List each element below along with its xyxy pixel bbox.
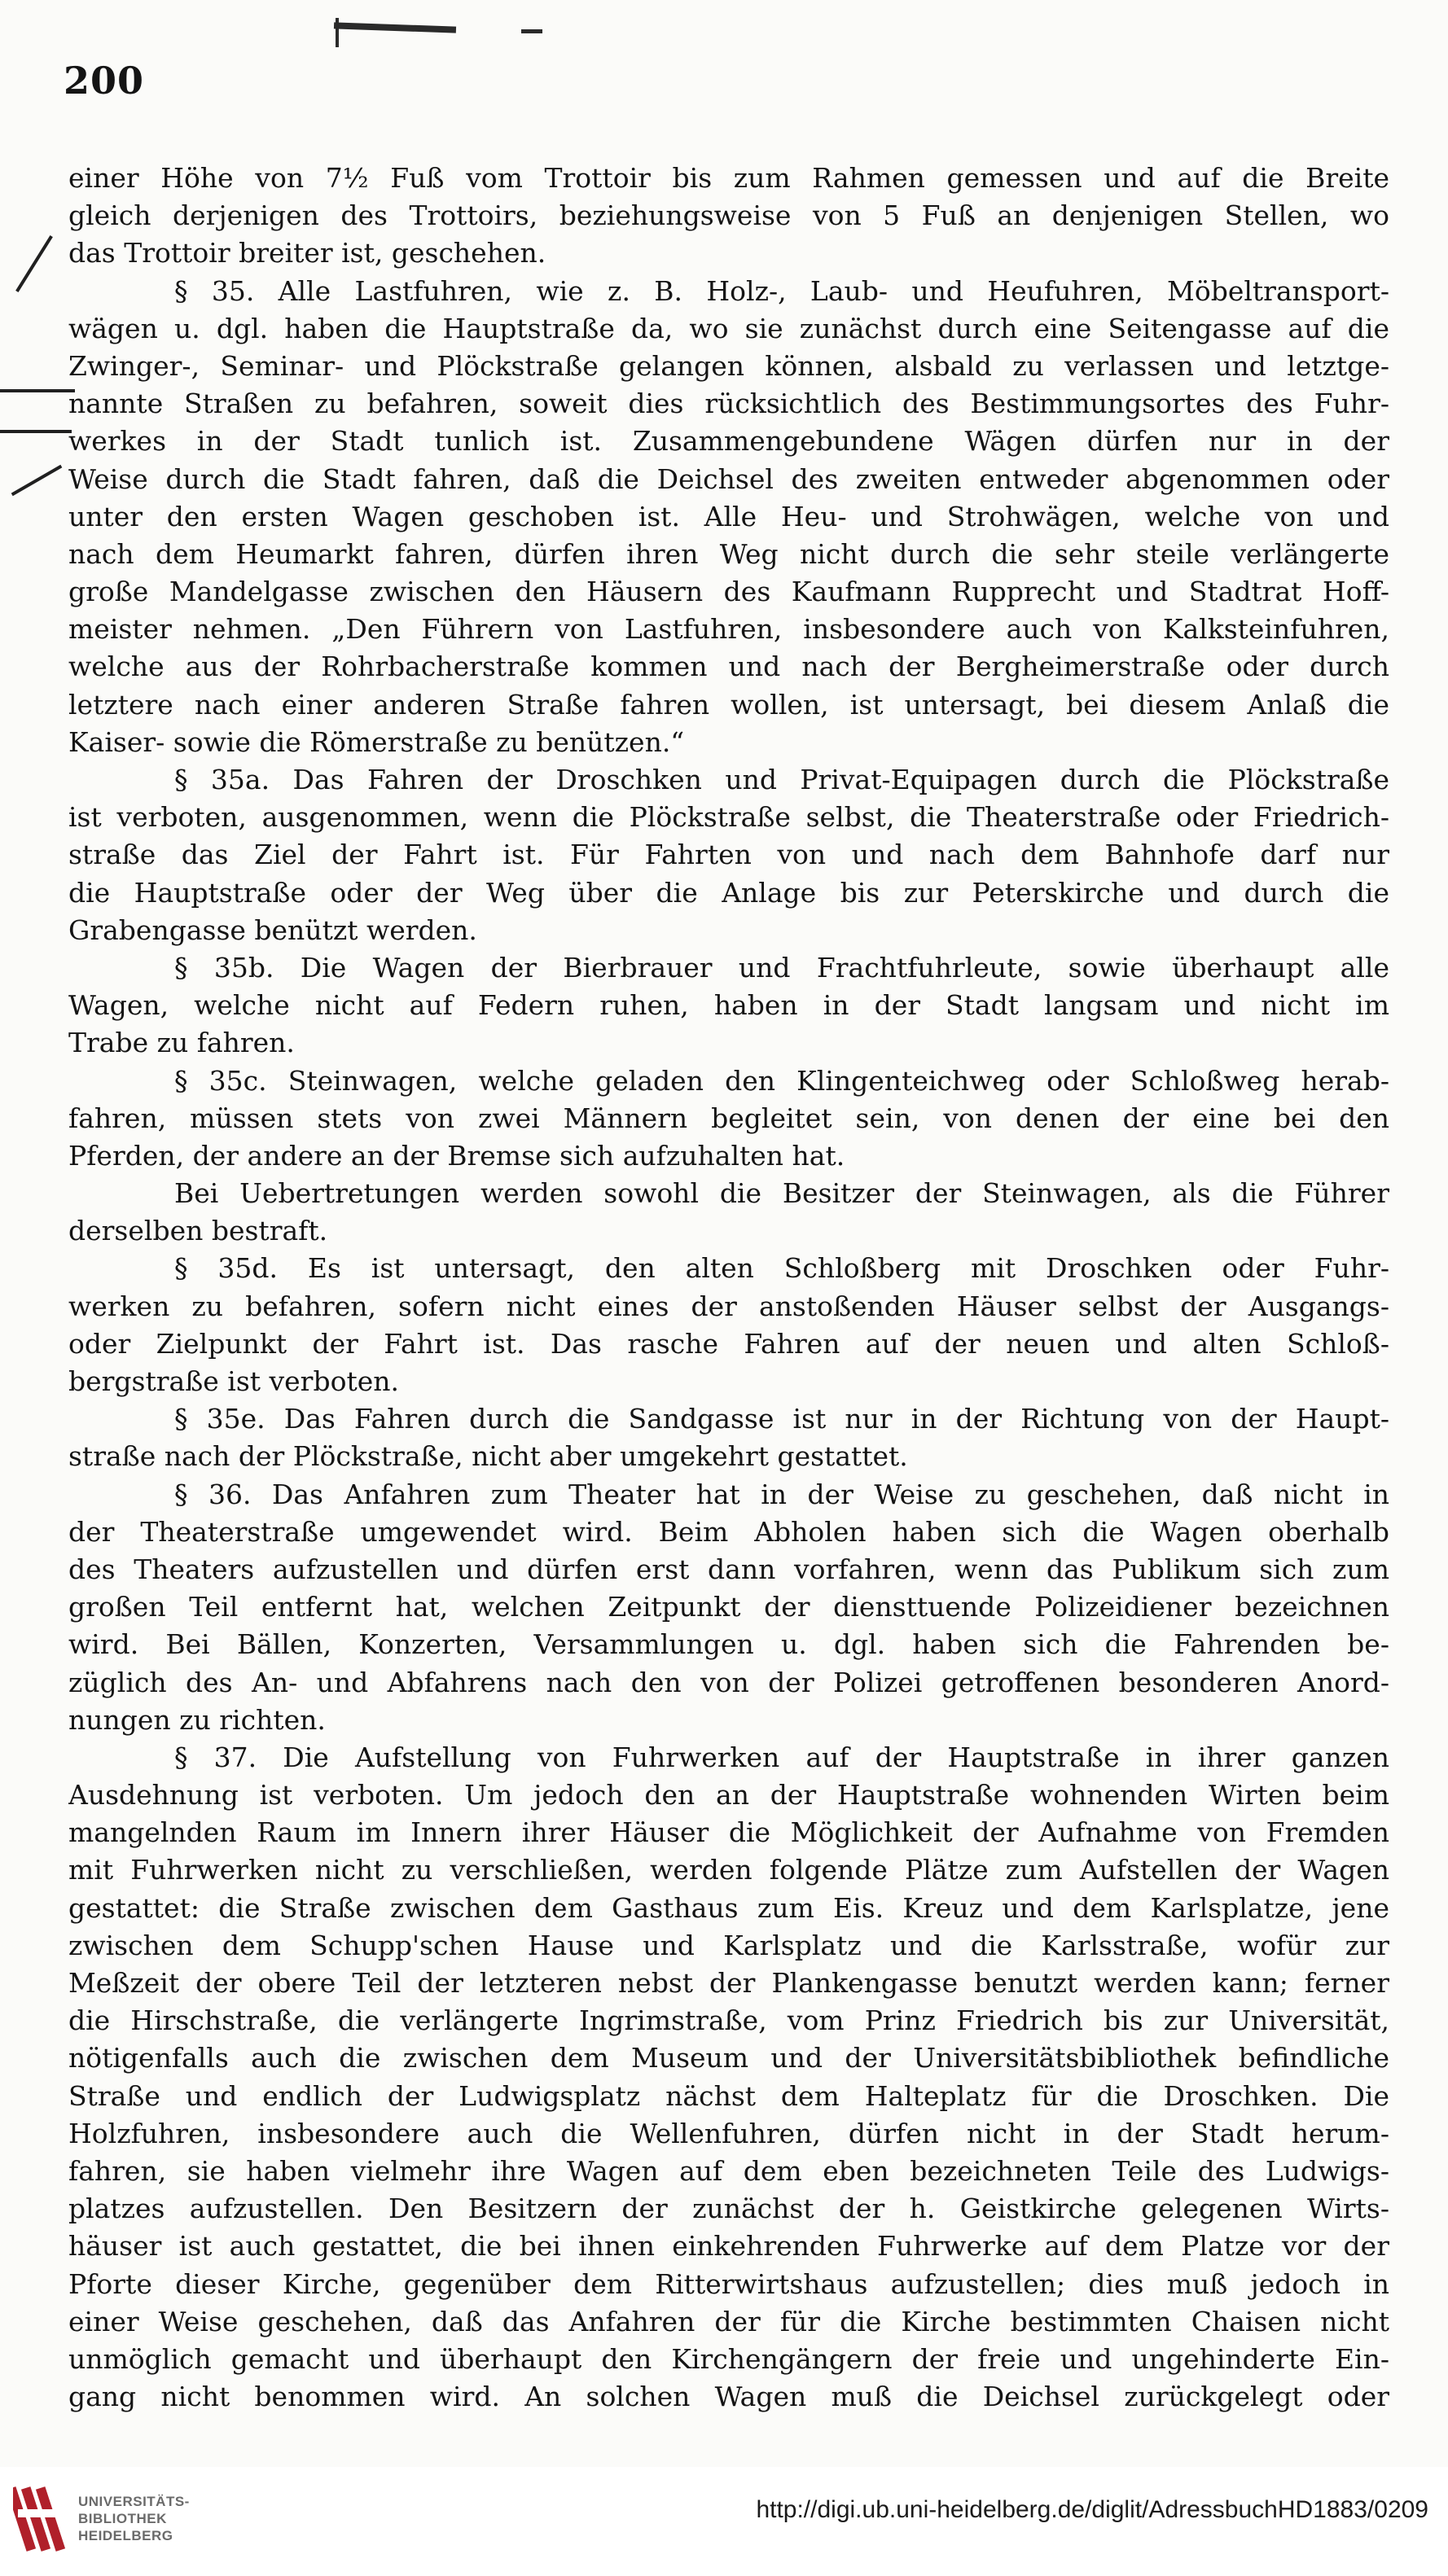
footer-bar <box>0 2467 1448 2576</box>
text-line: Meßzeit der obere Teil der letzteren nebst der Plankengasse benutzt werden kann; ferner <box>68 1967 1389 1999</box>
ink-mark <box>334 22 456 33</box>
page-number: 200 <box>64 59 145 103</box>
text-line: platzes aufzustellen. Den Besitzern der zunächst der h. Geistkirche gelegenen Wirts- <box>68 2193 1389 2225</box>
text-line: Bei Uebertretungen werden sowohl die Besitzer der Steinwagen, als die Führer <box>174 1177 1389 1210</box>
text-line: ist verboten, ausgenommen, wenn die Plöckstraße selbst, die Theaterstraße oder Friedrich- <box>68 801 1389 834</box>
text-line: das Trottoir breiter ist, geschehen. <box>68 237 546 269</box>
margin-annotation-stroke <box>15 235 53 292</box>
margin-annotation-stroke <box>0 389 75 392</box>
text-line: gang nicht benommen wird. An solchen Wagen muß die Deichsel zurückgelegt oder <box>68 2381 1389 2413</box>
text-line: fahren, müssen stets von zwei Männern begleitet sein, von denen der eine bei den <box>68 1102 1389 1134</box>
text-line: unter den ersten Wagen geschoben ist. Alle Heu- und Strohwägen, welche von und <box>68 500 1389 532</box>
text-line: welche aus der Rohrbacherstraße kommen und nach der Bergheimerstraße oder durch <box>68 651 1389 683</box>
text-line: nungen zu richten. <box>68 1703 326 1736</box>
text-line: § 35d. Es ist untersagt, den alten Schloßberg mit Droschken oder Fuhr- <box>174 1252 1389 1285</box>
text-line: unmöglich gemacht und überhaupt den Kirchengängern der freie und ungehinderte Ein- <box>68 2342 1389 2375</box>
text-line: oder Zielpunkt der Fahrt ist. Das rasche Fahren auf der neuen und alten Schloß- <box>68 1327 1389 1360</box>
text-line: gestattet: die Straße zwischen dem Gasthaus zum Eis. Kreuz und dem Karlsplatze, jene <box>68 1891 1389 1924</box>
source-url-link[interactable]: http://digi.ub.uni-heidelberg.de/diglit/AdressbuchHD1883/0209 <box>756 2496 1428 2523</box>
text-line: § 35e. Das Fahren durch die Sandgasse ist nur in der Richtung von der Haupt- <box>174 1403 1389 1435</box>
text-line: nötigenfalls auch die zwischen dem Museum und der Universitätsbibliothek befindliche <box>68 2042 1389 2074</box>
text-line: nannte Straßen zu befahren, soweit dies rücksichtlich des Bestimmungsortes des Fuhr- <box>68 388 1389 420</box>
text-line: große Mandelgasse zwischen den Häusern des Kaufmann Rupprecht und Stadtrat Hoff- <box>68 576 1389 608</box>
text-line: werken zu befahren, sofern nicht eines der anstoßenden Häuser selbst der Ausgangs- <box>68 1290 1389 1322</box>
text-line: Kaiser- sowie die Römerstraße zu benützen.“ <box>68 725 685 758</box>
text-line: Wagen, welche nicht auf Federn ruhen, haben in der Stadt langsam und nicht im <box>68 989 1389 1022</box>
text-line: des Theaters aufzustellen und dürfen erst dann vorfahren, wenn das Publikum sich zum <box>68 1553 1389 1585</box>
library-name <box>78 2493 190 2544</box>
text-line: wird. Bei Bällen, Konzerten, Versammlungen u. dgl. haben sich die Fahrenden be- <box>68 1628 1389 1661</box>
text-line: Holzfuhren, insbesondere auch die Wellenfuhren, dürfen nicht in der Stadt herum- <box>68 2117 1389 2149</box>
text-line: § 35. Alle Lastfuhren, wie z. B. Holz-, Laub- und Heufuhren, Möbeltransport- <box>174 274 1389 307</box>
text-line: werkes in der Stadt tunlich ist. Zusammengebundene Wägen dürfen nur in der <box>68 425 1389 458</box>
margin-annotation-stroke <box>11 465 63 496</box>
text-line: § 36. Das Anfahren zum Theater hat in der Weise zu geschehen, daß nicht in <box>174 1478 1389 1510</box>
library-name-line: BIBLIOTHEK <box>78 2511 167 2526</box>
text-line: Grabengasse benützt werden. <box>68 913 477 946</box>
text-line: § 35b. Die Wagen der Bierbrauer und Frachtfuhrleute, sowie überhaupt alle <box>174 951 1389 984</box>
text-line: gleich derjenigen des Trottoirs, beziehungsweise von 5 Fuß an denjenigen Stellen, wo <box>68 199 1389 232</box>
text-line: einer Höhe von 7½ Fuß vom Trottoir bis zum Rahmen gemessen und auf die Breite <box>68 162 1389 194</box>
text-line: mit Fuhrwerken nicht zu verschließen, werden folgende Plätze zum Aufstellen der Wagen <box>68 1854 1389 1886</box>
text-line: zwischen dem Schupp'schen Hause und Karlsplatz und die Karlsstraße, wofür zur <box>68 1929 1389 1961</box>
text-line: die Hauptstraße oder der Weg über die Anlage bis zur Peterskirche und durch die <box>68 876 1389 909</box>
text-line: letztere nach einer anderen Straße fahren wollen, ist untersagt, bei diesem Anlaß die <box>68 688 1389 721</box>
text-line: § 37. Die Aufstellung von Fuhrwerken auf der Hauptstraße in ihrer ganzen <box>174 1741 1389 1773</box>
text-line: meister nehmen. „Den Führern von Lastfuhren, insbesondere auch von Kalksteinfuhren, <box>68 613 1389 646</box>
text-line: Ausdehnung ist verboten. Um jedoch den an der Hauptstraße wohnenden Wirten beim <box>68 1779 1389 1812</box>
text-line: bergstraße ist verboten. <box>68 1365 399 1397</box>
text-line: der Theaterstraße umgewendet wird. Beim Abholen haben sich die Wagen oberhalb <box>68 1515 1389 1548</box>
text-line: straße nach der Plöckstraße, nicht aber umgekehrt gestattet. <box>68 1440 908 1473</box>
text-line: derselben bestraft. <box>68 1215 328 1247</box>
ink-mark <box>521 29 542 33</box>
body-text <box>68 160 1389 2416</box>
margin-annotation-stroke <box>0 430 72 433</box>
text-line: § 35a. Das Fahren der Droschken und Privat-Equipagen durch die Plöckstraße <box>174 764 1389 795</box>
text-line: Trabe zu fahren. <box>68 1027 295 1059</box>
text-line: häuser ist auch gestattet, die bei ihnen einkehrenden Fuhrwerke auf dem Platze vor der <box>68 2230 1389 2263</box>
text-line: Pforte dieser Kirche, gegenüber dem Ritterwirtshaus aufzustellen; dies muß jedoch in <box>68 2267 1389 2300</box>
text-line: die Hirschstraße, die verlängerte Ingrimstraße, vom Prinz Friedrich bis zur Universität, <box>68 2004 1389 2037</box>
text-line: nach dem Heumarkt fahren, dürfen ihren Weg nicht durch die sehr steile verlängerte <box>68 537 1389 570</box>
text-line: züglich des An- und Abfahrens nach den von der Polizei getroffenen besonderen Anord- <box>68 1666 1389 1698</box>
text-line: Zwinger-, Seminar- und Plöckstraße gelangen können, alsbald zu verlassen und letztge- <box>68 349 1389 382</box>
text-line: fahren, sie haben vielmehr ihre Wagen auf dem eben bezeichneten Teile des Ludwigs- <box>68 2154 1389 2187</box>
text-line: straße das Ziel der Fahrt ist. Für Fahrten von und nach dem Bahnhofe darf nur <box>68 839 1389 871</box>
library-name-line: HEIDELBERG <box>78 2528 173 2543</box>
text-line: mangelnden Raum im Innern ihrer Häuser die Möglichkeit der Aufnahme von Fremden <box>68 1816 1389 1849</box>
text-line: § 35c. Steinwagen, welche geladen den Klingenteichweg oder Schloßweg herab- <box>174 1064 1389 1097</box>
text-line: einer Weise geschehen, daß das Anfahren der für die Kirche bestimmten Chaisen nicht <box>68 2305 1389 2337</box>
text-line: wägen u. dgl. haben die Hauptstraße da, wo sie zunächst durch eine Seitengasse auf die <box>68 312 1389 344</box>
university-library-logo-icon <box>13 2482 65 2556</box>
text-line: Pferden, der andere an der Bremse sich aufzuhalten hat. <box>68 1139 845 1172</box>
library-name-line: UNIVERSITÄTS- <box>78 2494 190 2509</box>
text-line: Weise durch die Stadt fahren, daß die Deichsel des zweiten entweder abgenommen oder <box>68 462 1389 495</box>
text-line: Straße und endlich der Ludwigsplatz nächst dem Halteplatz für die Droschken. Die <box>68 2079 1389 2112</box>
text-line: großen Teil entfernt hat, welchen Zeitpunkt der diensttuende Polizeidiener bezeichnen <box>68 1591 1389 1623</box>
